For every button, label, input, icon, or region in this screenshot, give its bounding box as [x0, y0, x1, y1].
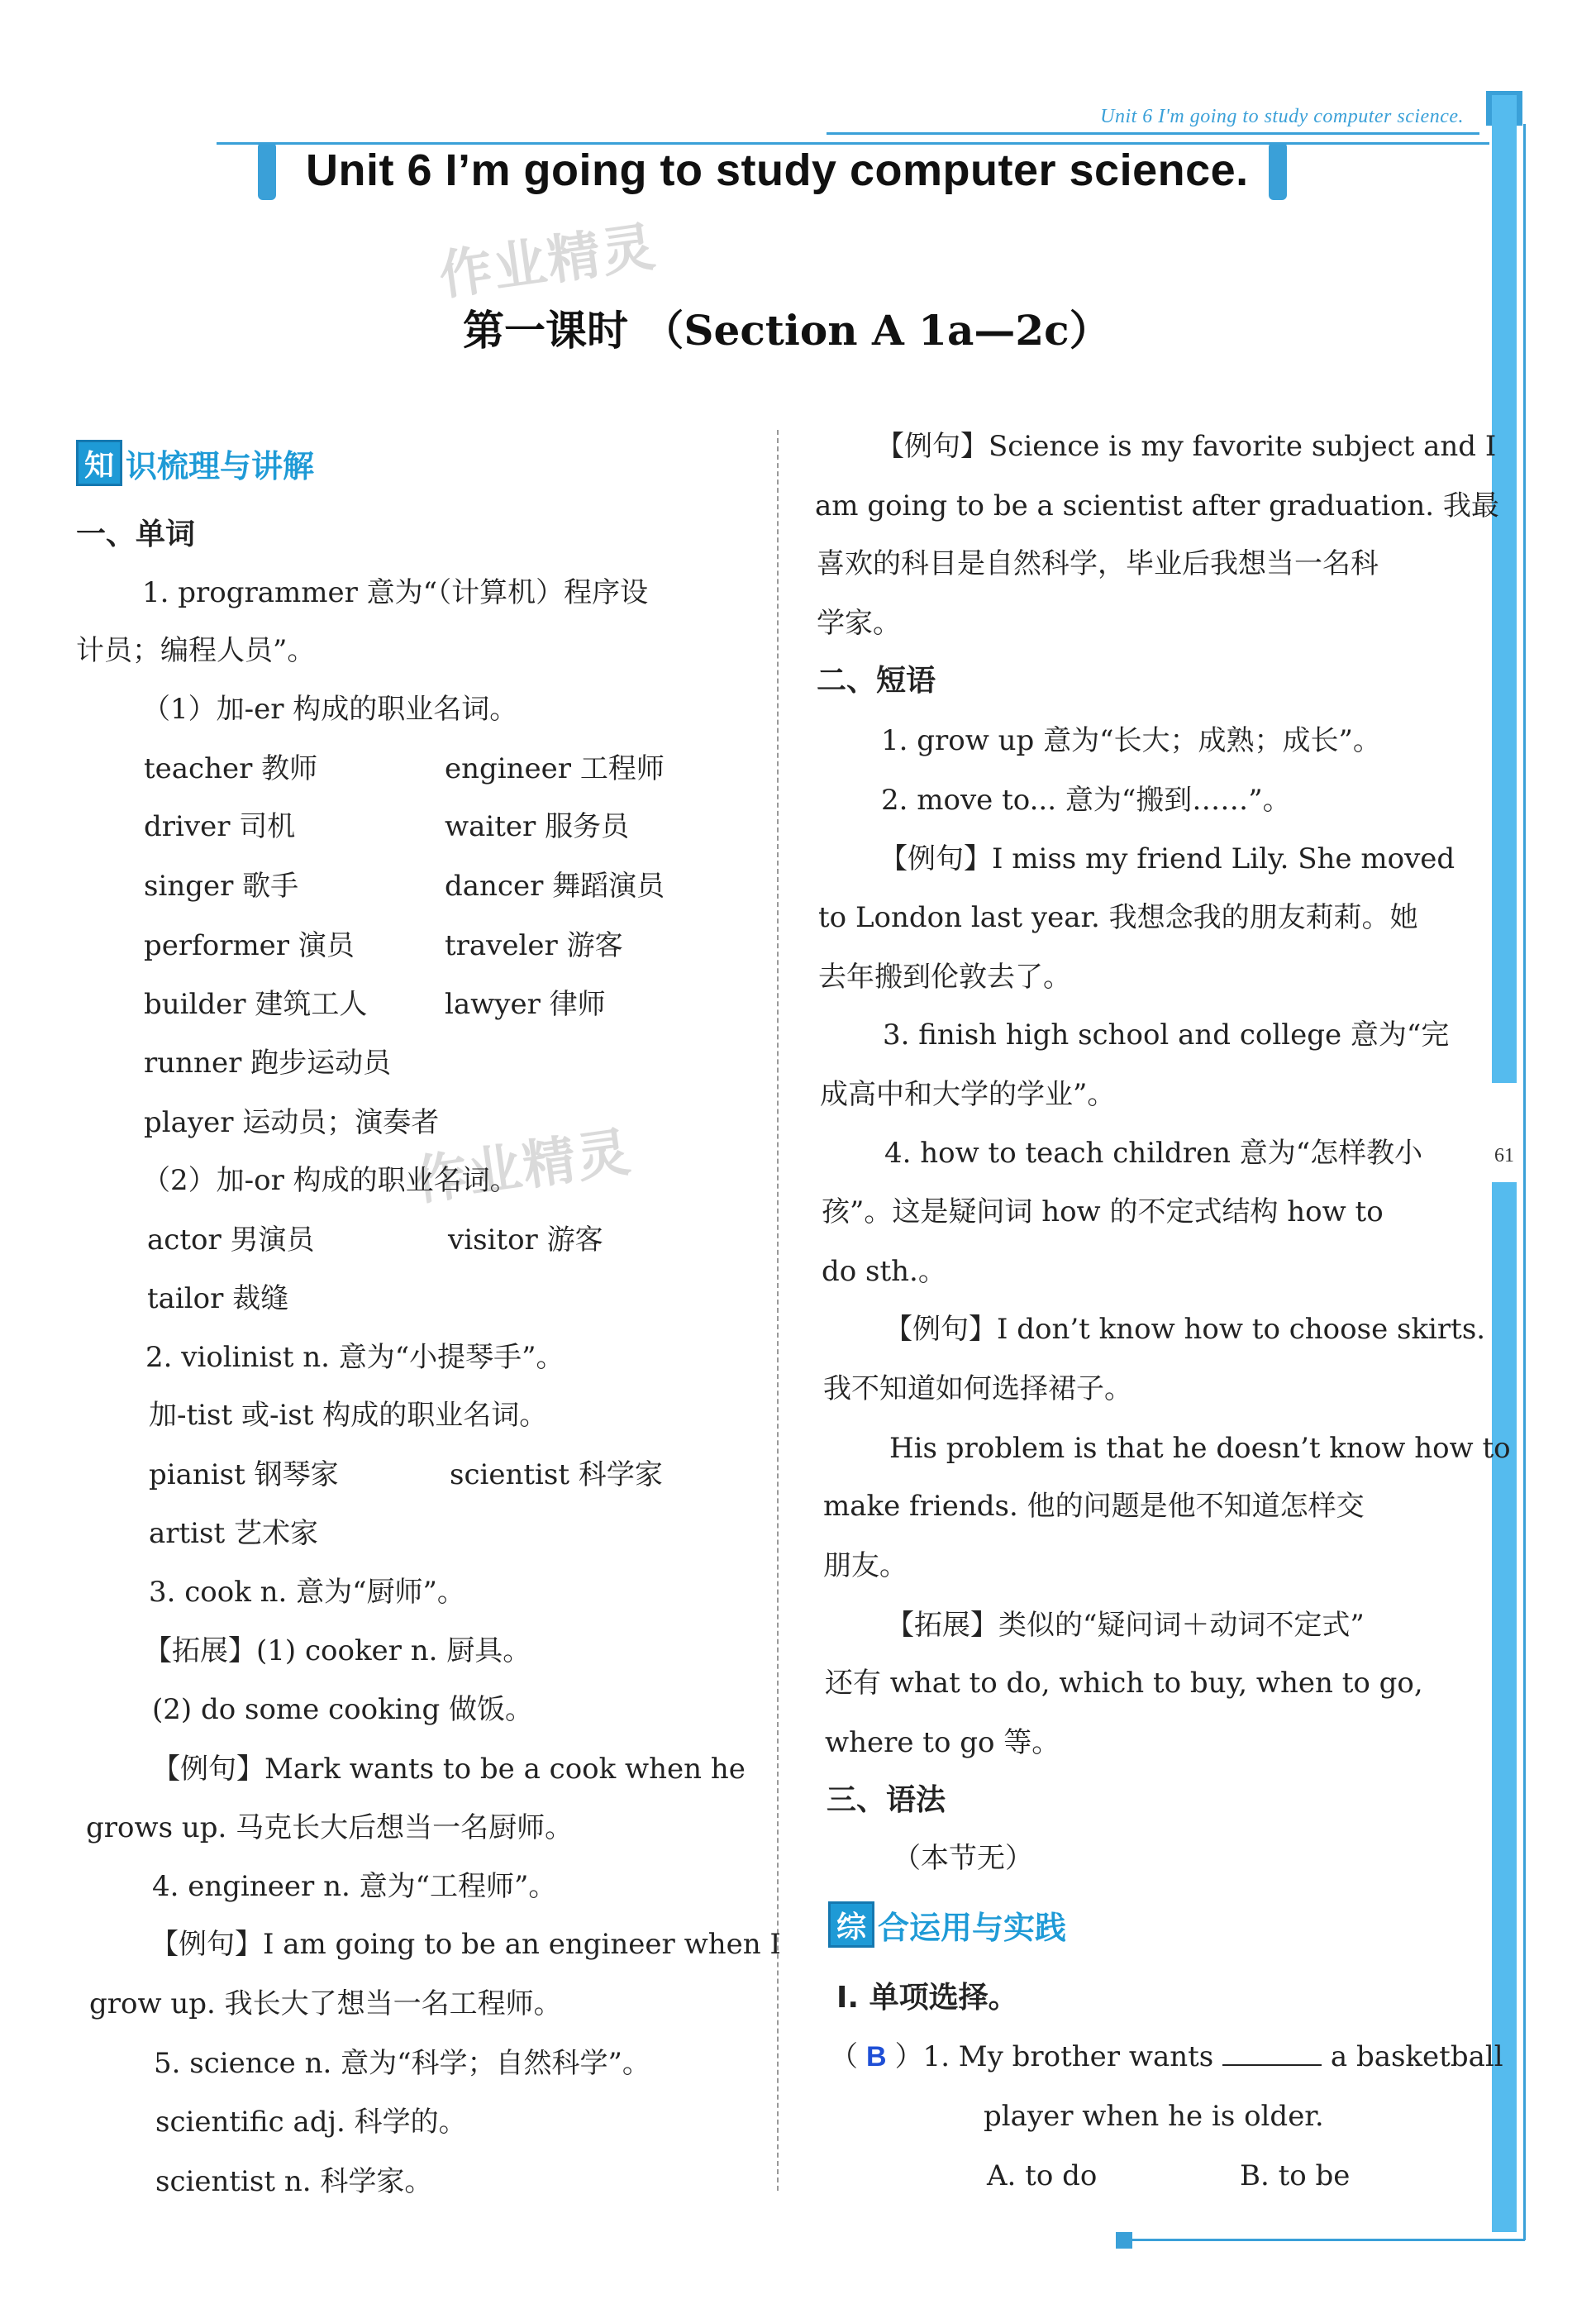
- text-line: to London last year. 我想念我的朋友莉莉。她: [818, 901, 1418, 934]
- vocab-item: driver 司机: [144, 810, 296, 843]
- question-1-stem: ）1. My brother wants: [894, 2040, 1214, 2073]
- text-line: 还有 what to do, which to buy, when to go,: [825, 1667, 1423, 1700]
- text-line: 学家。: [817, 607, 901, 640]
- vocab-item: visitor 游客: [448, 1224, 603, 1257]
- text-line: 我不知道如何选择裙子。: [823, 1372, 1132, 1405]
- text-line: grows up. 马克长大后想当一名厨师。: [86, 1811, 574, 1844]
- question-1-stem-end: a basketball: [1330, 2040, 1503, 2073]
- title-bracket-right: [1269, 142, 1287, 200]
- vocab-item: tailor 裁缝: [147, 1282, 289, 1315]
- unit-title: Unit 6 I’m going to study computer science.: [306, 145, 1249, 195]
- question-1: [830, 2039, 1503, 2075]
- option-b[interactable]: B. to be: [1240, 2159, 1351, 2192]
- vocab-item: waiter 服务员: [445, 810, 630, 843]
- question-1-line2: player when he is older.: [984, 2100, 1324, 2133]
- text-line: （本节无）: [893, 1842, 1033, 1875]
- text-line: 【拓展】(1) cooker n. 厨具。: [144, 1634, 531, 1667]
- vocab-item: traveler 游客: [445, 929, 623, 962]
- lesson-title: 第一课时 （Section A 1a—2c）: [463, 306, 1111, 355]
- text-line: 5. science n. 意为“科学；自然科学”。: [154, 2047, 650, 2080]
- vocab-item: builder 建筑工人: [144, 988, 368, 1021]
- running-head: Unit 6 I'm going to study computer science.: [1100, 106, 1464, 127]
- text-line: scientist n. 科学家。: [155, 2165, 433, 2198]
- heading-grammar: 三、语法: [827, 1783, 946, 1817]
- answer-blank[interactable]: [1222, 2039, 1322, 2066]
- text-line: 孩”。这是疑问词 how 的不定式结构 how to: [822, 1195, 1384, 1228]
- watermark-logo: 作业精灵: [435, 216, 660, 308]
- text-line: 【例句】Science is my favorite subject and I: [876, 430, 1497, 463]
- page-number: 61: [1494, 1145, 1514, 1166]
- title-bracket-left: [258, 142, 276, 200]
- section-title: 合运用与实践: [878, 1909, 1067, 1946]
- text-line: (2) do some cooking 做饭。: [152, 1693, 534, 1726]
- vocab-item: actor 男演员: [147, 1224, 315, 1257]
- text-line: 加-tist 或-ist 构成的职业名词。: [149, 1399, 548, 1432]
- heading-phrases: 二、短语: [817, 664, 936, 698]
- section-title: 识梳理与讲解: [126, 447, 315, 484]
- text-line: 【例句】I miss my friend Lily. She moved: [879, 842, 1455, 875]
- answer-choice[interactable]: B: [866, 2041, 887, 2073]
- vocab-item: singer 歌手: [144, 870, 299, 903]
- section-badge: 综: [828, 1901, 874, 1948]
- text-line: 【例句】Mark wants to be a cook when he: [152, 1753, 746, 1786]
- bottom-square: [1116, 2232, 1132, 2249]
- vocab-item: dancer 舞蹈演员: [445, 870, 665, 903]
- option-a[interactable]: A. to do: [987, 2159, 1098, 2192]
- vocab-item: player 运动员；演奏者: [144, 1106, 440, 1139]
- section-knowledge: [76, 440, 314, 486]
- text-line: His problem is that he doesn’t know how to: [889, 1432, 1511, 1465]
- text-line: 【拓展】类似的“疑问词＋动词不定式”: [886, 1609, 1365, 1642]
- text-line: 计员；编程人员”。: [76, 634, 316, 667]
- text-line: grow up. 我长大了想当一名工程师。: [89, 1987, 562, 2020]
- text-line: 1. grow up 意为“长大；成熟；成长”。: [881, 724, 1381, 757]
- answer-paren-open: （: [830, 2040, 858, 2073]
- vocab-item: performer 演员: [144, 929, 355, 962]
- text-line: 2. violinist n. 意为“小提琴手”。: [145, 1341, 565, 1374]
- vocab-item: engineer 工程师: [445, 752, 665, 785]
- vocab-item: lawyer 律师: [445, 988, 606, 1021]
- exercise-heading: Ⅰ. 单项选择。: [836, 1981, 1018, 2015]
- text-line: where to go 等。: [825, 1726, 1060, 1759]
- side-rule: [1523, 124, 1526, 2240]
- heading-words: 一、单词: [76, 518, 196, 551]
- text-line: do sth.。: [822, 1255, 946, 1288]
- section-badge: 知: [76, 440, 122, 486]
- text-line: 【例句】I don’t know how to choose skirts.: [884, 1313, 1486, 1346]
- watermark-logo: 作业精灵: [410, 1121, 636, 1213]
- text-line: scientific adj. 科学的。: [155, 2106, 467, 2139]
- text-line: am going to be a scientist after graduation. 我最: [815, 489, 1499, 522]
- text-line: 朋友。: [823, 1549, 908, 1582]
- side-bar-top: [1492, 95, 1517, 1083]
- vocab-item: pianist 钢琴家: [149, 1458, 339, 1491]
- text-line: （1）加-er 构成的职业名词。: [142, 693, 518, 726]
- text-line: 4. engineer n. 意为“工程师”。: [152, 1870, 557, 1903]
- text-line: make friends. 他的问题是他不知道怎样交: [823, 1490, 1365, 1523]
- text-line: 去年搬到伦敦去了。: [818, 961, 1071, 994]
- header-rule-top: [827, 132, 1479, 135]
- vocab-item: runner 跑步运动员: [144, 1047, 392, 1080]
- bottom-rule: [1120, 2239, 1525, 2241]
- text-line: 3. finish high school and college 意为“完: [883, 1018, 1450, 1052]
- section-practice: [828, 1901, 1066, 1948]
- vocab-item: scientist 科学家: [450, 1458, 663, 1491]
- vocab-item: artist 艺术家: [149, 1517, 318, 1550]
- vocab-item: teacher 教师: [144, 752, 318, 785]
- text-line: 2. move to... 意为“搬到……”。: [881, 784, 1291, 817]
- text-line: 4. how to teach children 意为“怎样教小: [884, 1137, 1423, 1170]
- text-line: 1. programmer 意为“（计算机）程序设: [142, 576, 649, 609]
- text-line: 【例句】I am going to be an engineer when I: [150, 1928, 781, 1961]
- text-line: 喜欢的科目是自然科学，毕业后我想当一名科: [817, 547, 1379, 580]
- text-line: 3. cook n. 意为“厨师”。: [149, 1576, 465, 1609]
- text-line: 成高中和大学的学业”。: [820, 1078, 1116, 1111]
- text-line: （2）加-or 构成的职业名词。: [142, 1164, 518, 1197]
